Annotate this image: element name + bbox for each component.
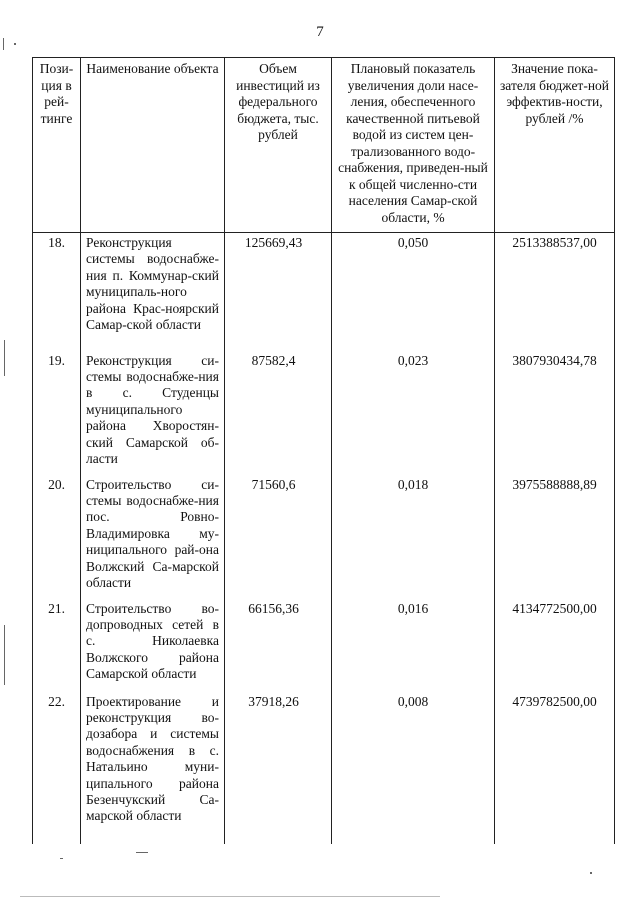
header-position: Пози-ция в рей-тинге <box>33 58 81 233</box>
cell-position: 20. <box>33 475 81 599</box>
cell-object-name: Проектирование и реконструкция во-дозабора и системы водоснабжения в с. Натальино муни-ципального района Безенчукский Са-марской области <box>81 692 225 844</box>
cell-efficiency: 2513388537,00 <box>495 233 615 351</box>
cell-efficiency: 4739782500,00 <box>495 692 615 844</box>
table-row <box>33 351 615 475</box>
cell-object-name: Реконструкция системы водоснабже-ния п. Коммунар-ский муниципаль-ного района Крас-ноярский Самар-ской области <box>81 233 225 351</box>
cell-object-name: Реконструкция си-стемы водоснабже-ния в с. Студенцы муниципального района Хворостян-ский Самарской об-ласти <box>81 351 225 475</box>
scan-mark <box>136 852 148 853</box>
cell-efficiency: 3807930434,78 <box>495 351 615 475</box>
cell-object-name: Строительство си-стемы водоснабже-ния пос. Ровно-Владимировка му-ниципального рай-она Волжский Са-марской области <box>81 475 225 599</box>
cell-position: 21. <box>33 599 81 692</box>
cell-investment: 37918,26 <box>225 692 332 844</box>
cell-plan-indicator: 0,050 <box>332 233 495 351</box>
scan-mark <box>590 872 592 874</box>
cell-plan-indicator: 0,008 <box>332 692 495 844</box>
cell-position: 22. <box>33 692 81 844</box>
investment-rating-table <box>32 57 615 844</box>
table-header-row <box>33 58 615 233</box>
scan-mark <box>4 625 5 685</box>
header-efficiency: Значение пока-зателя бюджет-ной эффектив-ности, рублей /% <box>495 58 615 233</box>
header-plan-indicator: Плановый показатель увеличения доли насе-ления, обеспеченного качественной питьевой водой из систем цен-трализованного водо-снабжения, приведен-ный к общей численно-сти населения Самар-ской области, % <box>332 58 495 233</box>
cell-investment: 66156,36 <box>225 599 332 692</box>
cell-investment: 87582,4 <box>225 351 332 475</box>
cell-plan-indicator: 0,016 <box>332 599 495 692</box>
cell-object-name: Строительство во-допроводных сетей в с. Николаевка Волжского района Самарской области <box>81 599 225 692</box>
cell-investment: 125669,43 <box>225 233 332 351</box>
table-row <box>33 692 615 844</box>
scan-mark <box>60 858 63 859</box>
scan-mark <box>3 38 4 50</box>
page-number: 7 <box>316 24 324 40</box>
cell-position: 18. <box>33 233 81 351</box>
cell-efficiency: 3975588888,89 <box>495 475 615 599</box>
scan-mark <box>14 43 16 45</box>
scan-mark <box>4 340 5 376</box>
table-row <box>33 233 615 351</box>
header-object-name: Наименование объекта <box>81 58 225 233</box>
cell-plan-indicator: 0,023 <box>332 351 495 475</box>
header-investment: Объем инвестиций из федерального бюджета, тыс. рублей <box>225 58 332 233</box>
scan-mark <box>20 896 440 897</box>
cell-efficiency: 4134772500,00 <box>495 599 615 692</box>
cell-investment: 71560,6 <box>225 475 332 599</box>
table-row <box>33 599 615 692</box>
cell-plan-indicator: 0,018 <box>332 475 495 599</box>
cell-position: 19. <box>33 351 81 475</box>
table-row <box>33 475 615 599</box>
